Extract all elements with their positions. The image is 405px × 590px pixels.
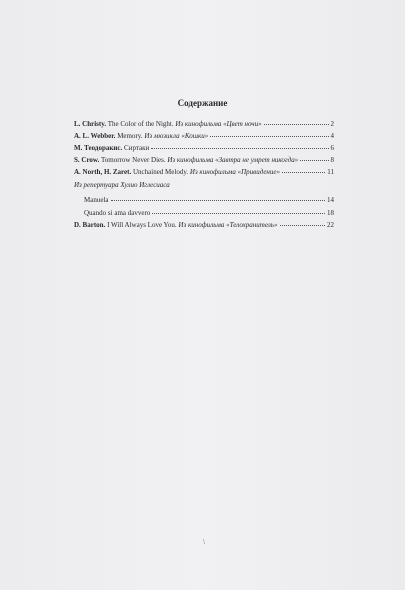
toc-entry: S. Crow. Tomorrow Never Dies. Из кинофильма «Завтра не умрет никогда» 8 bbox=[74, 156, 334, 164]
toc-entry: L. Christy. The Color of the Night. Из кинофильма «Цвет ночи» 2 bbox=[74, 120, 334, 128]
page-number: 8 bbox=[330, 156, 334, 164]
dot-leader bbox=[152, 213, 325, 214]
page-number: 2 bbox=[330, 120, 334, 128]
dot-leader bbox=[210, 136, 328, 137]
page-number: 6 bbox=[330, 144, 334, 152]
dot-leader bbox=[300, 160, 328, 161]
page-number: 4 bbox=[330, 132, 334, 140]
toc-entry: D. Barton. I Will Always Love You. Из кинофильма «Телохранитель» 22 bbox=[74, 221, 334, 229]
section-note: Из репертуара Хулио Иглесиаса bbox=[74, 181, 170, 189]
toc-entry: A. North, H. Zaret. Unchained Melody. Из кинофильма «Привидение» 11 bbox=[74, 168, 334, 176]
page-number: 14 bbox=[327, 196, 334, 204]
page-number: 18 bbox=[327, 209, 334, 217]
dot-leader bbox=[280, 225, 326, 226]
dot-leader bbox=[282, 172, 325, 173]
toc-title: Содержание bbox=[177, 98, 228, 108]
page-number: 11 bbox=[327, 168, 334, 176]
toc-entry: A. L. Webber. Memory. Из мюзикла «Кошки» 4 bbox=[74, 132, 334, 140]
toc-entry: Quando si ama davvero 18 bbox=[84, 209, 334, 217]
dot-leader bbox=[111, 200, 326, 201]
page-mark: \ bbox=[203, 538, 205, 546]
toc-entry: M. Теодоракис. Сиртаки 6 bbox=[74, 144, 334, 152]
page-number: 22 bbox=[327, 221, 334, 229]
dot-leader bbox=[151, 148, 328, 149]
toc-entry: Manuela 14 bbox=[84, 196, 334, 204]
dot-leader bbox=[264, 124, 329, 125]
